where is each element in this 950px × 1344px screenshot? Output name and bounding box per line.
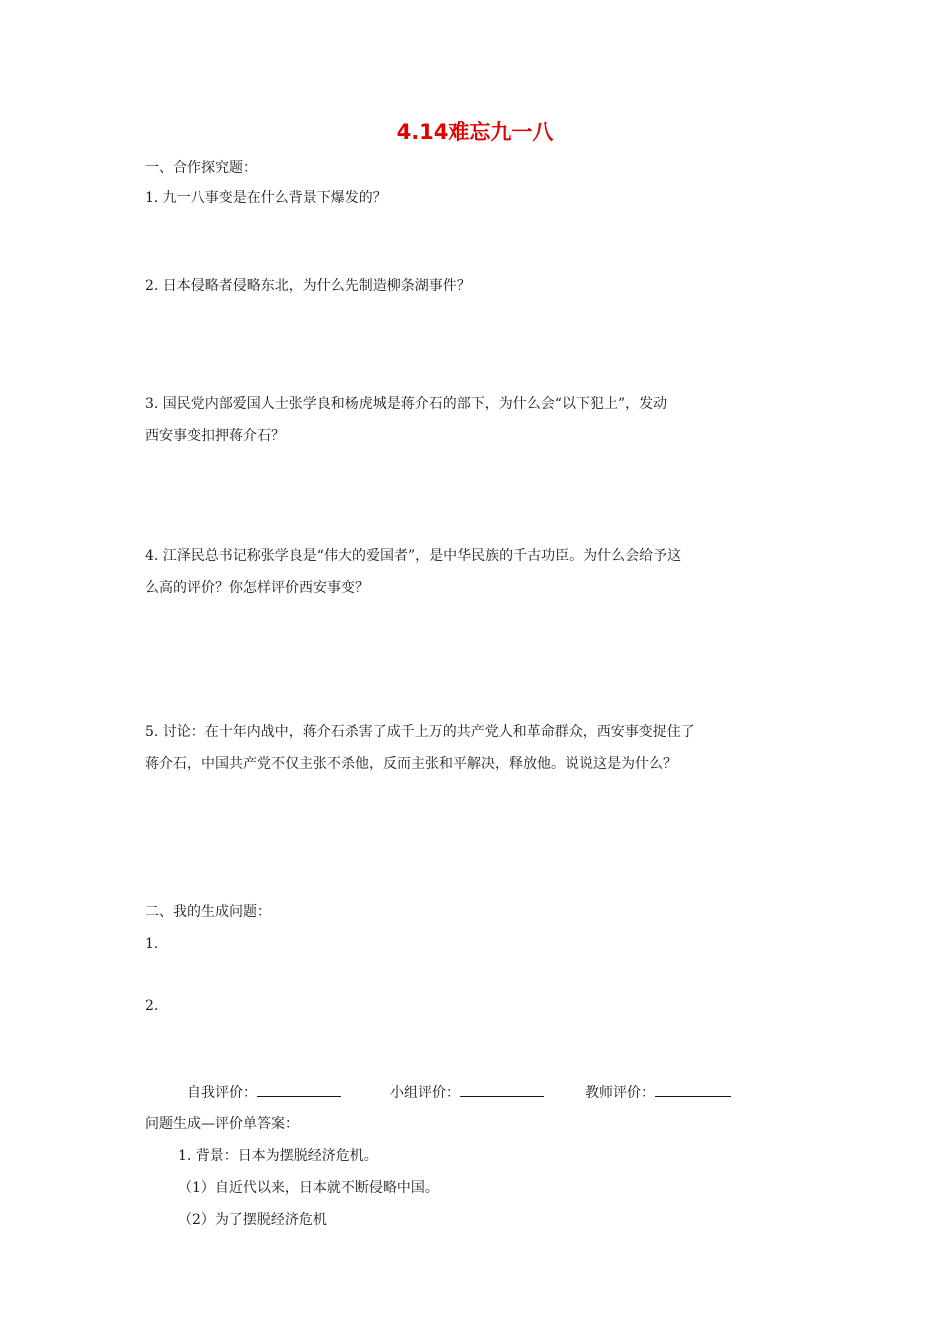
my-question-2: 2. (145, 998, 159, 1014)
teacher-evaluation-blank[interactable] (655, 1082, 731, 1097)
my-question-1: 1. (145, 936, 159, 952)
question-3-line-2: 西安事变扣押蒋介石？ (145, 428, 285, 444)
answers-heading: 问题生成—评价单答案： (145, 1116, 299, 1132)
question-5-line-2: 蒋介石，中国共产党不仅主张不杀他，反而主张和平解决，释放他。说说这是为什么？ (145, 756, 677, 772)
question-4-line-2: 么高的评价？你怎样评价西安事变？ (145, 580, 369, 596)
group-evaluation-blank[interactable] (460, 1082, 544, 1097)
answer-line-1: 1. 背景：日本为摆脱经济危机。 (178, 1148, 378, 1164)
question-3-line-1: 3. 国民党内部爱国人士张学良和杨虎城是蒋介石的部下，为什么会“以下犯上”，发动 (145, 396, 668, 412)
self-evaluation (187, 1082, 341, 1103)
section-heading-cooperative: 一、合作探究题： (145, 160, 257, 176)
group-evaluation (390, 1082, 544, 1103)
self-evaluation-label: 自我评价： (187, 1085, 257, 1101)
question-2: 2. 日本侵略者侵略东北，为什么先制造柳条湖事件？ (145, 278, 471, 294)
page-title: 4.14难忘九一八 (396, 120, 554, 144)
self-evaluation-blank[interactable] (257, 1082, 341, 1097)
section-heading-my-questions: 二、我的生成问题： (145, 904, 271, 920)
answer-line-2: （1）自近代以来，日本就不断侵略中国。 (178, 1180, 439, 1196)
teacher-evaluation-label: 教师评价： (585, 1085, 655, 1101)
answer-line-3: （2）为了摆脱经济危机 (178, 1212, 327, 1228)
question-1: 1. 九一八事变是在什么背景下爆发的？ (145, 190, 387, 206)
group-evaluation-label: 小组评价： (390, 1085, 460, 1101)
question-4-line-1: 4. 江泽民总书记称张学良是“伟大的爱国者”，是中华民族的千古功臣。为什么会给予这 (145, 548, 682, 564)
question-5-line-1: 5. 讨论：在十年内战中，蒋介石杀害了成千上万的共产党人和革命群众，西安事变捉住了 (145, 724, 695, 740)
teacher-evaluation (585, 1082, 731, 1103)
